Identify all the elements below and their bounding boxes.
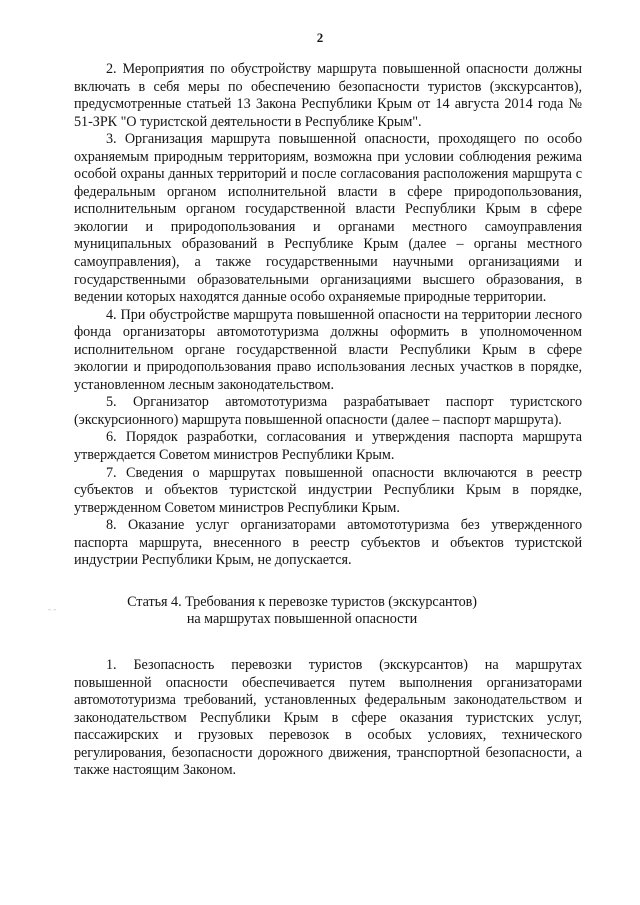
paragraph-item-7: 7. Сведения о маршрутах повышенной опасности включаются в реестр субъектов и объектов туристской индустрии Республики Крым в порядке, утвержденном Советом министров Республики Крым.: [74, 464, 582, 516]
document-body: [74, 61, 582, 780]
article-heading: [74, 594, 582, 629]
paragraph-item-2: 2. Мероприятия по обустройству маршрута повышенной опасности должны включать в себя меры по обеспечению безопасности туристов (экскурсантов), предусмотренные статьей 13 Закона Республики Крым от 14 августа 2014 года № 51-ЗРК "О туристской деятельности в Республике Крым".: [74, 61, 582, 130]
margin-mark: - -: [48, 604, 57, 614]
paragraph-item-5: 5. Организатор автомототуризма разрабатывает паспорт туристского (экскурсионного) маршрута повышенной опасности (далее – паспорт маршрута).: [74, 394, 582, 428]
paragraph-item-6: 6. Порядок разработки, согласования и утверждения паспорта маршрута утверждается Советом министров Республики Крым.: [74, 429, 582, 464]
paragraph-item-8: 8. Оказание услуг организаторами автомототуризма без утвержденного паспорта маршрута, внесенного в реестр субъектов и объектов туристской индустрии Республики Крым, не допускается.: [74, 517, 582, 569]
page-number: 2: [316, 30, 324, 45]
paragraph-item-4: 4. При обустройстве маршрута повышенной опасности на территории лесного фонда организаторы автомототуризма должны оформить в уполномоченном исполнительном органе государственной власти Республики Крым в сфере экологии и природопользования право использования лесных участков в порядке, установленном лесным законодательством.: [74, 306, 582, 393]
article-heading-line1: Статья 4. Требования к перевозке туристов (экскурсантов): [127, 593, 477, 610]
article-heading-line2: на маршрутах повышенной опасности: [186, 611, 418, 628]
paragraph-item-3: 3. Организация маршрута повышенной опасности, проходящего по особо охраняемым природным территориям, возможна при условии соблюдения режима особой охраны данных территорий и после согласования расположения маршрута с федеральным органом исполнительной власти в сфере природопользования, исполнительным органом государственной власти Республики Крым в сфере экологии и природопользования и органами местного самоуправления муниципальных образований в Республике Крым (далее – органы местного самоуправления), а также государственными научными организациями и государственными образовательными организациями высшего образования, в ведении которых находятся данные особо охраняемые природные территории.: [74, 131, 582, 306]
article4-paragraph-item-1: 1. Безопасность перевозки туристов (экскурсантов) на маршрутах повышенной опасности обеспечивается путем выполнения организаторами автомототуризма требований, установленных федеральным законодательством и законодательством Республики Крым в сфере оказания туристских услуг, пассажирских и грузовых перевозок в особых условиях, технического регулирования, безопасности дорожного движения, транспортной безопасности, а также настоящим Законом.: [74, 656, 582, 779]
